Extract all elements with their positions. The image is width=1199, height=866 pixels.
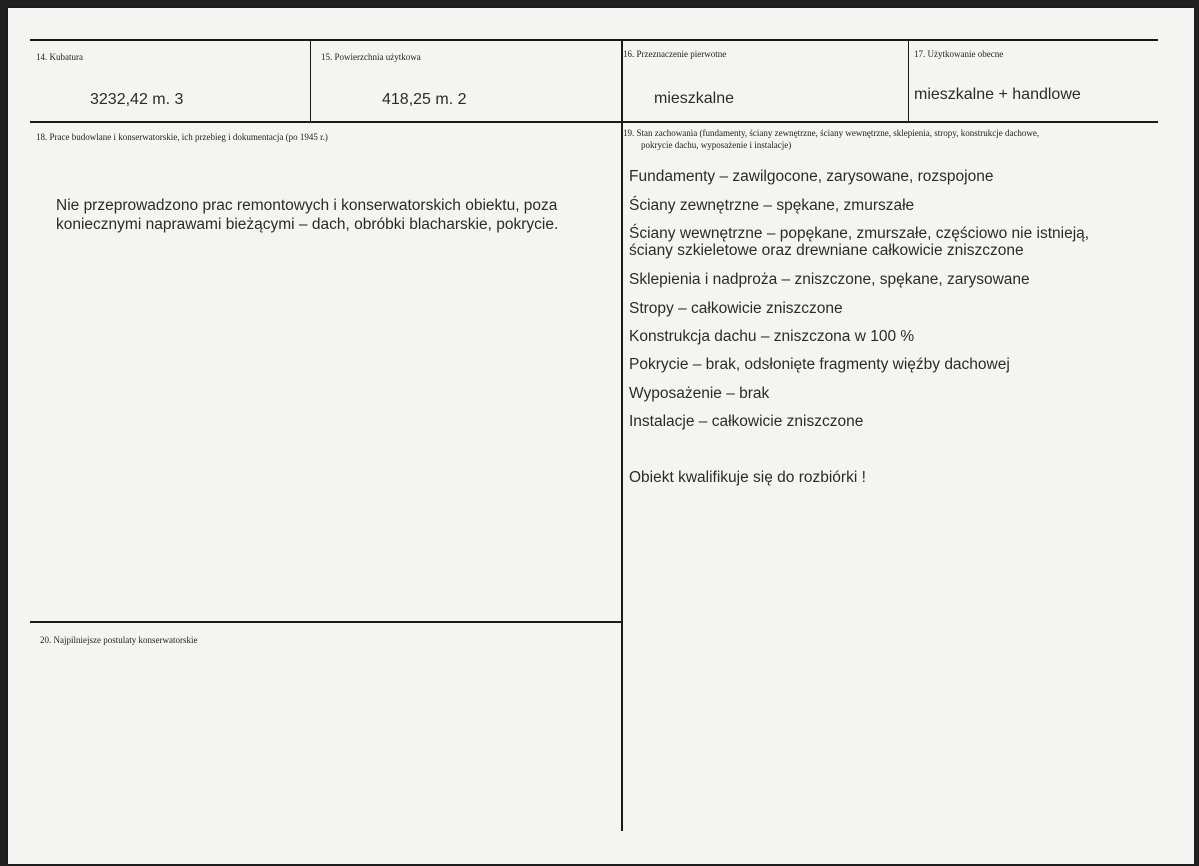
field-14-value: 3232,42 m. 3 — [90, 91, 184, 108]
field-16-label: 16. Przeznaczenie pierwotne — [623, 49, 727, 59]
state-stropy: Stropy – całkowicie zniszczone — [629, 300, 843, 317]
field-19-label-line2: pokrycie dachu, wyposażenie i instalacje) — [641, 140, 792, 150]
top-rule — [30, 39, 1158, 41]
state-conclusion: Obiekt kwalifikuje się do rozbiórki ! — [629, 469, 866, 486]
state-sciany-zewnetrzne: Ściany zewnętrzne – spękane, zmurszałe — [629, 197, 915, 214]
col-divider-14-15 — [310, 39, 311, 123]
field-20-label: 20. Najpilniejsze postulaty konserwatorskie — [40, 635, 198, 645]
field-19-label-line1: 19. Stan zachowania (fundamenty, ściany zewnętrzne, ściany wewnętrzne, sklepienia, stropy, konstrukcje dachowe, — [623, 128, 1040, 138]
section-20-divider — [30, 621, 622, 623]
state-instalacje: Instalacje – całkowicie zniszczone — [629, 413, 864, 430]
state-fundamenty: Fundamenty – zawilgocone, zarysowane, rozspojone — [629, 168, 994, 185]
field-16-value: mieszkalne — [654, 90, 735, 107]
field-17-value: mieszkalne + handlowe — [914, 86, 1081, 103]
state-sklepienia: Sklepienia i nadproża – zniszczone, spękane, zarysowane — [629, 271, 1030, 288]
col-divider-center — [621, 39, 623, 831]
field-15-label: 15. Powierzchnia użytkowa — [321, 52, 421, 62]
form-card — [8, 8, 1194, 864]
col-divider-16-17 — [908, 39, 909, 123]
state-sciany-szkieletowe: ściany szkieletowe oraz drewniane całkowicie zniszczone — [629, 242, 1024, 259]
state-pokrycie: Pokrycie – brak, odsłonięte fragmenty więźby dachowej — [629, 356, 1010, 373]
state-konstrukcja-dachu: Konstrukcja dachu – zniszczona w 100 % — [629, 328, 915, 345]
field-18-text — [56, 196, 558, 234]
row-divider — [30, 121, 1158, 123]
field-18-line: koniecznymi naprawami bieżącymi – dach, obróbki blacharskie, pokrycie. — [56, 216, 559, 233]
state-wyposazenie: Wyposażenie – brak — [629, 385, 770, 402]
field-15-value: 418,25 m. 2 — [382, 91, 467, 108]
field-14-label: 14. Kubatura — [36, 52, 83, 62]
field-17-label: 17. Użytkowanie obecne — [914, 49, 1004, 59]
state-sciany-wewnetrzne: Ściany wewnętrzne – popękane, zmurszałe, częściowo nie istnieją, — [629, 225, 1090, 242]
field-18-line: Nie przeprowadzono prac remontowych i konserwatorskich obiektu, poza — [56, 197, 558, 214]
field-18-label: 18. Prace budowlane i konserwatorskie, ich przebieg i dokumentacja (po 1945 r.) — [36, 132, 328, 142]
